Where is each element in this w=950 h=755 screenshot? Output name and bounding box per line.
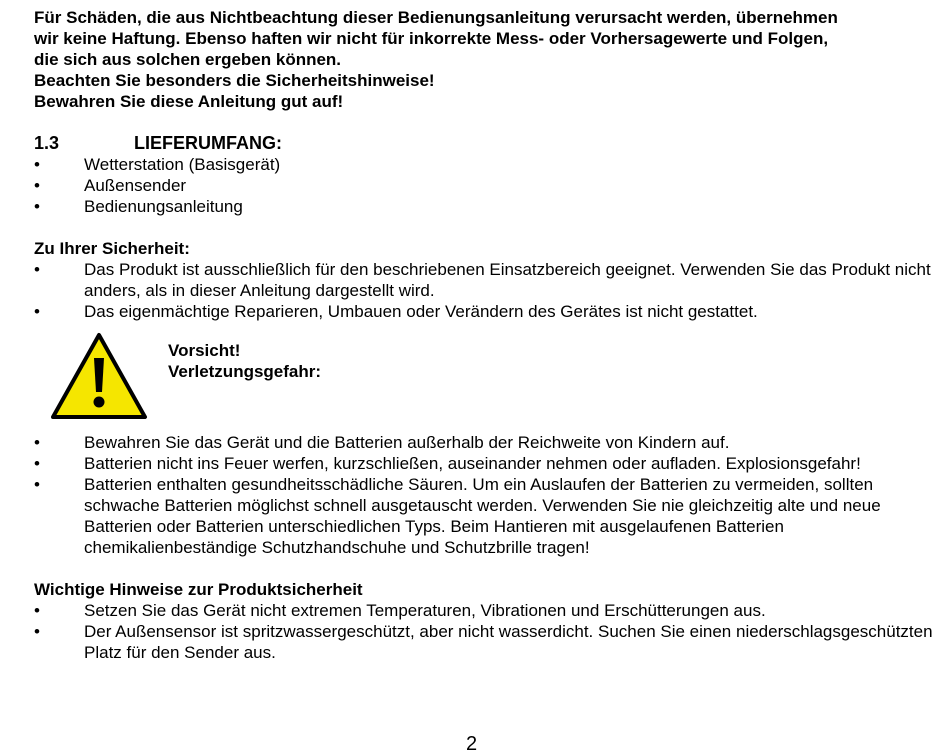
section-title: LIEFERUMFANG: [134, 133, 282, 153]
intro-paragraph [34, 7, 934, 112]
warning-list [34, 432, 934, 558]
delivery-list [34, 154, 934, 217]
page-number: 2 [466, 733, 478, 755]
list-item: • Der Außensensor ist spritzwassergeschützt, aber nicht wasserdicht. Suchen Sie einen niederschlagsgeschützten Platz für den Sender aus. [34, 621, 934, 663]
list-item: • Bewahren Sie das Gerät und die Batterien außerhalb der Reichweite von Kindern auf. [34, 432, 934, 453]
product-safety-list [34, 600, 934, 663]
section-heading [34, 133, 934, 154]
list-item: • Außensender [34, 175, 934, 196]
list-item: • Batterien nicht ins Feuer werfen, kurzschließen, auseinander nehmen oder aufladen. Explosionsgefahr! [34, 453, 934, 474]
list-item: • Bedienungsanleitung [34, 196, 934, 217]
warning-block [34, 332, 934, 422]
intro-line: Bewahren Sie diese Anleitung gut auf! [34, 92, 344, 111]
intro-line: die sich aus solchen ergeben können. [34, 50, 342, 69]
warning-text [168, 332, 321, 382]
safety-list [34, 259, 934, 322]
list-item: • Setzen Sie das Gerät nicht extremen Temperaturen, Vibrationen und Erschütterungen aus. [34, 600, 934, 621]
product-safety-heading: Wichtige Hinweise zur Produktsicherheit [34, 580, 363, 599]
list-item: • Wetterstation (Basisgerät) [34, 154, 934, 175]
section-number: 1.3 [34, 133, 60, 153]
intro-line: wir keine Haftung. Ebenso haften wir nicht für inkorrekte Mess- oder Vorhersagewerte und Folgen, [34, 29, 829, 48]
list-item: • Das eigenmächtige Reparieren, Umbauen oder Verändern des Gerätes ist nicht gestattet. [34, 301, 934, 322]
warning-subtitle: Verletzungsgefahr: [168, 362, 322, 381]
list-item: • Das Produkt ist ausschließlich für den beschriebenen Einsatzbereich geeignet. Verwenden Sie das Produkt nicht anders, als in dieser Anleitung dargestellt wird. [34, 259, 934, 301]
intro-line: Für Schäden, die aus Nichtbeachtung dieser Bedienungsanleitung verursacht werden, übernehmen [34, 8, 838, 27]
list-item: • Batterien enthalten gesundheitsschädliche Säuren. Um ein Auslaufen der Batterien zu vermeiden, sollten schwache Batterien möglichst schnell ausgetauscht werden. Verwenden Sie nie gleichzeitig alte und neue Batterien oder Batterien unterschiedlichen Typs. Beim Hantieren mit ausgelaufenen Batterien chemikalienbeständige Schutzhandschuhe und Schutzbrille tragen! [34, 474, 934, 558]
document-page [34, 7, 934, 663]
warning-title: Vorsicht! [168, 341, 241, 360]
warning-triangle-icon [50, 332, 148, 420]
safety-heading: Zu Ihrer Sicherheit: [34, 239, 190, 258]
intro-line: Beachten Sie besonders die Sicherheitshinweise! [34, 71, 435, 90]
